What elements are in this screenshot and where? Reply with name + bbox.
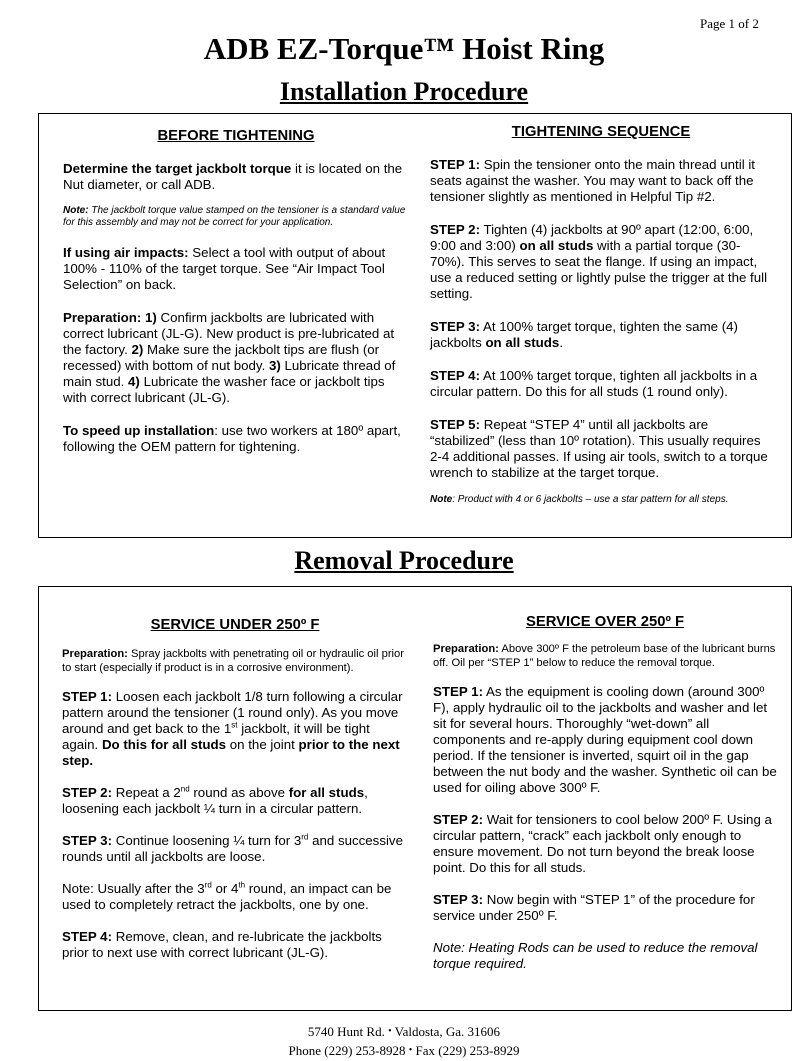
before-tightening-heading: BEFORE TIGHTENING [157,128,315,144]
service-over-heading: SERVICE OVER 250º F [525,614,685,630]
before-tightening-column [63,128,409,455]
over-step-2: STEP 2: Wait for tensioners to cool below 200º F. Using a circular pattern, “crack” each jackbolt only enough to ensure movement. Do not turn beyond the break loose point. Do this for all studs. [433,812,772,875]
under-preparation: Preparation: Spray jackbolts with penetrating oil or hydraulic oil prior to start (especially if product is in a corrosive environment). [62,648,404,674]
footer-address-line: 5740 Hunt Rd. • Valdosta, Ga. 31606 [307,1024,501,1039]
under-step-2: STEP 2: Repeat a 2nd round as above for all studs, loosening each jackbolt ¼ turn in a circular pattern. [62,784,368,816]
footer-bullet: • [388,1026,392,1037]
tightening-note: Note: Product with 4 or 6 jackbolts – use a star pattern for all steps. [430,494,729,505]
service-over-column [433,614,777,972]
over-preparation: Preparation: Above 300º F the petroleum base of the lubricant burns off. Oil per “STEP 1” below to reduce the removal torque. [433,643,776,669]
installation-box [38,113,792,538]
installation-title: Installation Procedure [279,77,529,106]
service-under-heading: SERVICE UNDER 250º F [150,617,320,633]
removal-title: Removal Procedure [294,546,514,575]
preparation-paragraph: Preparation: 1) Confirm jackbolts are lubricated with correct lubricant (JL-G). New product is pre-lubricated at the factory. 2) Make sure the jackbolt tips are flush (or recessed) with bottom of nut body. 3) Lubricate thread of main stud. 4) Lubricate the washer face or jackbolt tips with correct lubricant (JL-G). [63,310,396,405]
tightening-step-3: STEP 3: At 100% target torque, tighten the same (4) jackbolts on all studs. [430,319,738,350]
under-step-3: STEP 3: Continue loosening ¼ turn for 3rd and successive rounds until all jackbolts are loose. [62,832,403,864]
removal-box [38,586,792,1011]
under-note: Note: Usually after the 3rd or 4th round, an impact can be used to completely retract the jackbolts, one by one. [62,880,392,912]
page-number: Page 1 of 2 [700,16,759,31]
footer-bullet: • [408,1045,413,1056]
under-step-4: STEP 4: Remove, clean, and re-lubricate the jackbolts prior to next use with correct lubricant (JL-G). [62,929,382,960]
footer-phone-line: Phone (229) 253-8928 • Fax (229) 253-8929 [288,1043,520,1058]
over-step-1: STEP 1: As the equipment is cooling down (around 300º F), apply hydraulic oil to the jackbolts and washer and let sit for several hours. Thoroughly “wet-down” all components and re-apply during equipment cool down period. If the tensioner is inverted, squirt oil in the gap between the nut body and the washer. Synthetic oil can be used for oiling above 300º F. [433,684,777,795]
tightening-sequence-heading: TIGHTENING SEQUENCE [511,124,691,140]
document-title: ADB EZ-Torque™ Hoist Ring [203,31,605,66]
air-impacts-paragraph: If using air impacts: Select a tool with output of about 100% - 110% of the target torque. See “Air Impact Tool Selection” on back. [63,245,386,292]
under-step-1: STEP 1: Loosen each jackbolt 1/8 turn following a circular pattern around the tensioner (1 round only). As you move around and get back to the 1st jackbolt, it will be tight again. Do this for all studs on the joint prior to the next step. [62,689,403,768]
tightening-step-4: STEP 4: At 100% target torque, tighten all jackbolts in a circular pattern. Do this for all studs (1 round only). [430,368,758,399]
over-note: Note: Heating Rods can be used to reduce the removal torque required. [433,940,758,971]
tightening-step-5: STEP 5: Repeat “STEP 4” until all jackbolts are “stabilized” (less than 10º rotation). This usually requires 2-4 additional passes. If using air tools, switch to a torque wrench to stabilize at the target torque. [430,417,768,480]
target-torque-paragraph: Determine the target jackbolt torque it is located on the Nut diameter, or call ADB. [63,161,403,192]
tightening-sequence-column [430,124,772,506]
tightening-step-1: STEP 1: Spin the tensioner onto the main thread until it seats against the washer. You may want to back off the tensioner slightly as mentioned in Helpful Tip #2. [430,157,755,204]
over-step-3: STEP 3: Now begin with “STEP 1” of the procedure for service under 250º F. [433,892,755,923]
target-torque-note: Note: The jackbolt torque value stamped on the tensioner is a standard value for this assembly and may not be correct for your application. [63,205,406,228]
speed-up-paragraph: To speed up installation: use two workers at 180º apart, following the OEM pattern for tightening. [63,423,401,454]
tightening-step-2: STEP 2: Tighten (4) jackbolts at 90º apart (12:00, 6:00, 9:00 and 3:00) on all studs with a partial torque (30-70%). This serves to seat the flange. If using an impact, use a reduced setting or lightly pulse the trigger at the full setting. [430,222,768,301]
service-under-column [62,617,408,961]
footer [0,1022,808,1060]
